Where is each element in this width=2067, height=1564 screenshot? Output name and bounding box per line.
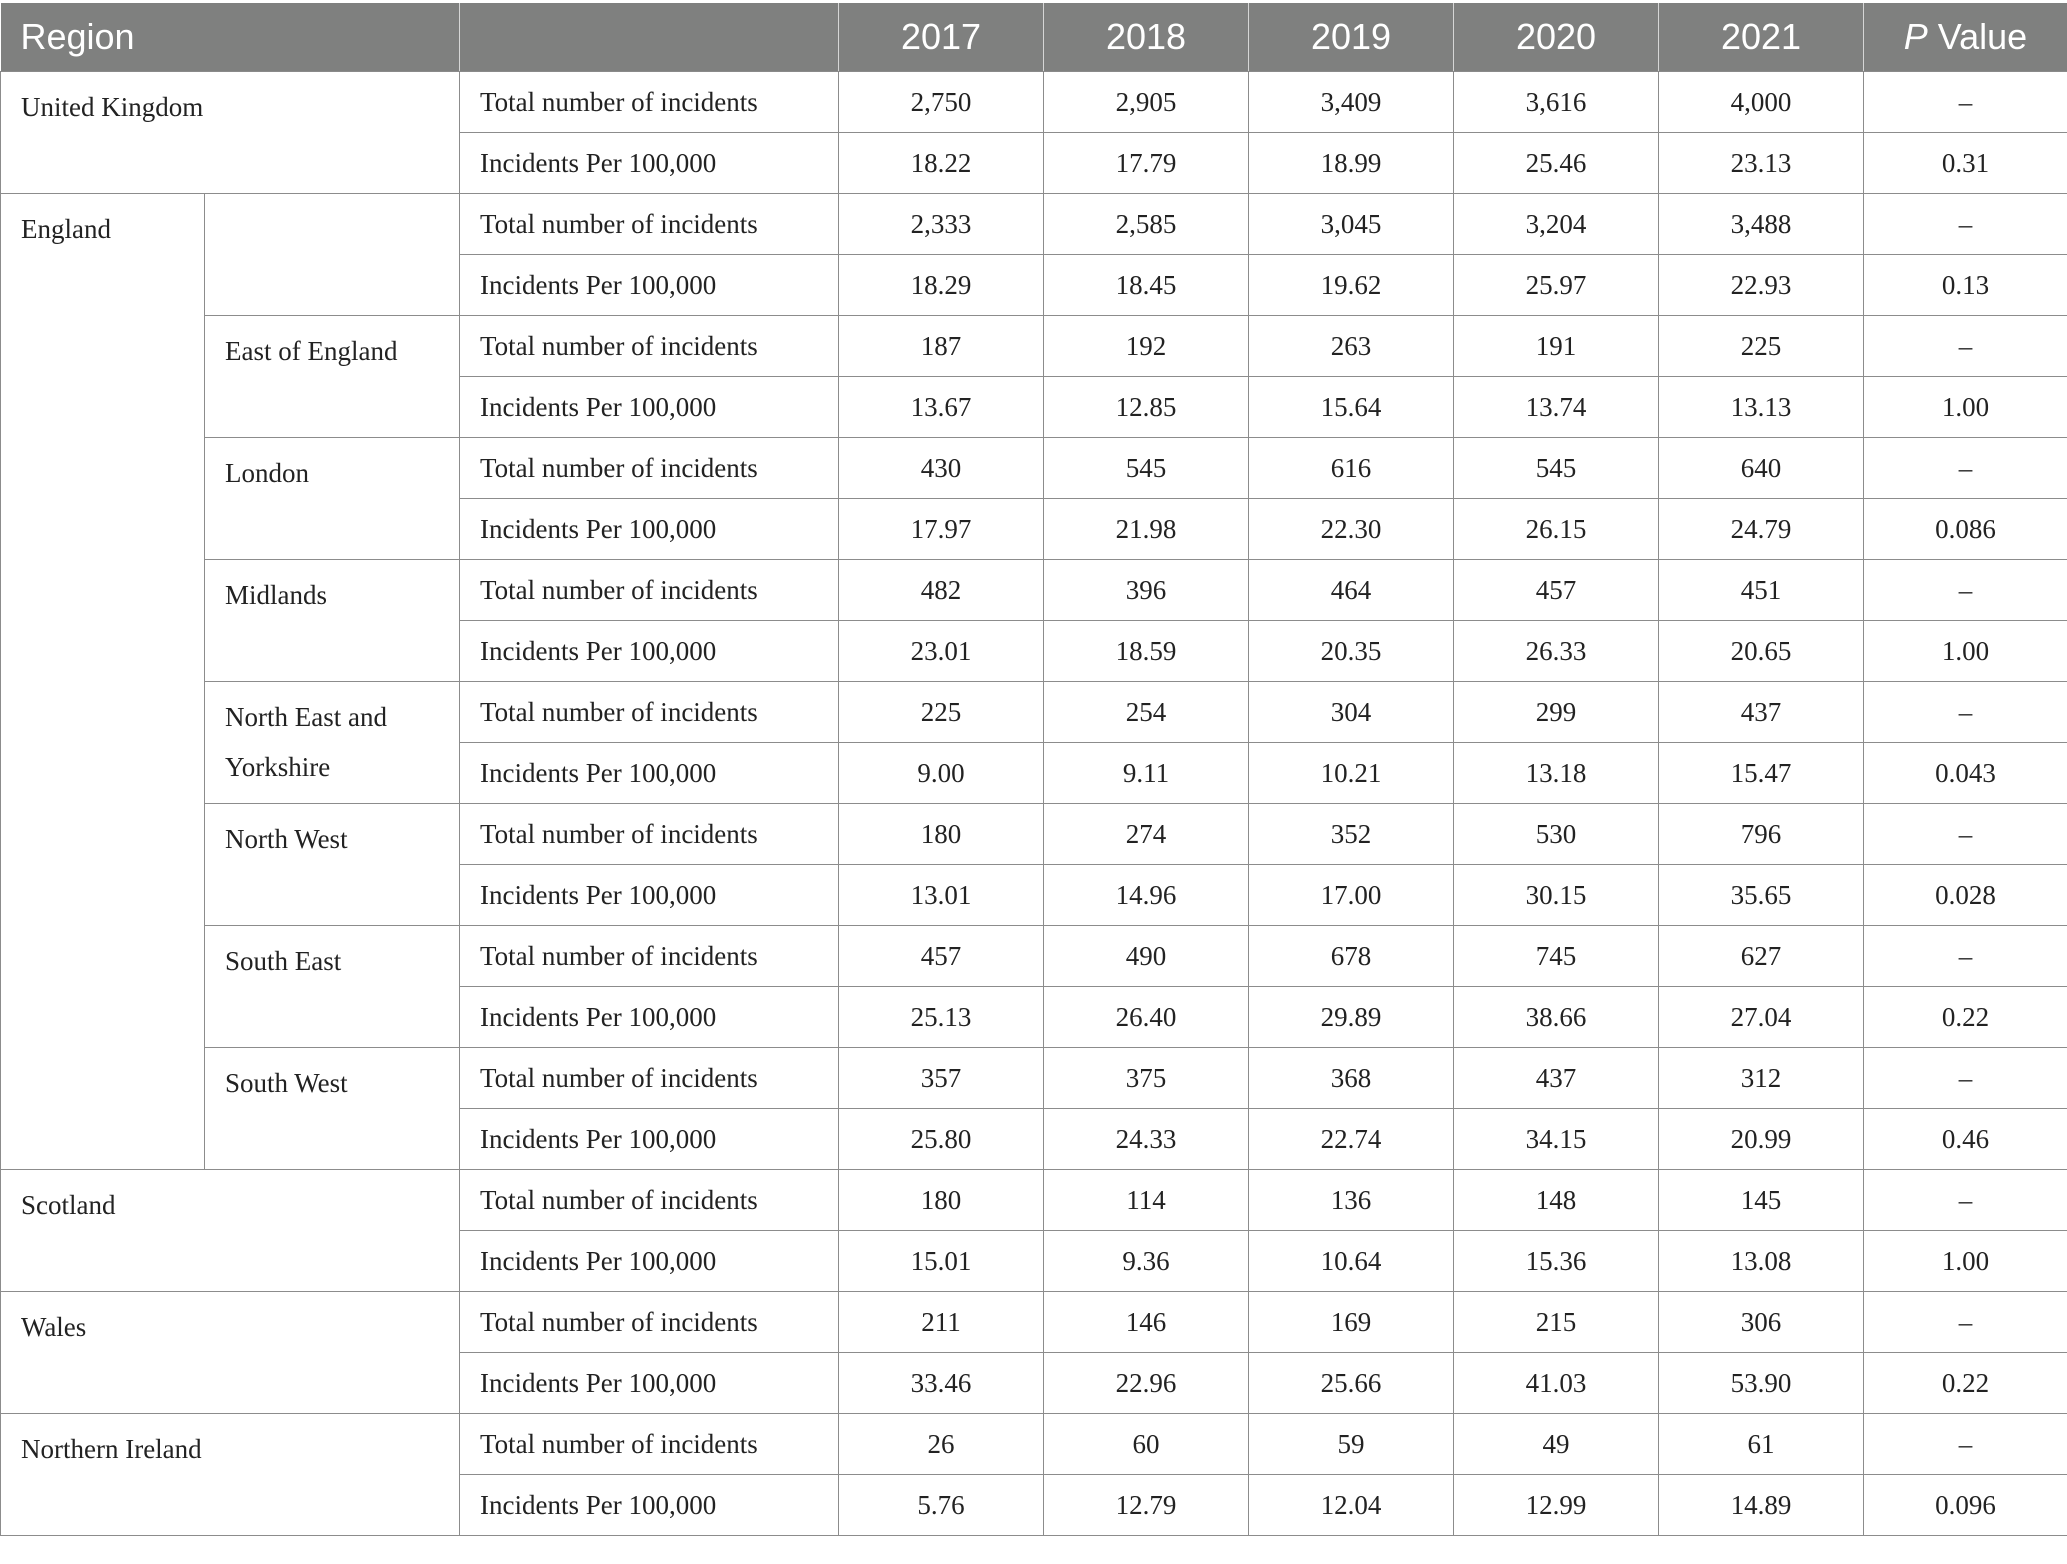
table-cell: 3,616 [1454,72,1659,133]
p-value-cell: 0.086 [1864,499,2067,560]
table-cell: 304 [1249,682,1454,743]
table-cell: 254 [1044,682,1249,743]
table-cell: 61 [1659,1414,1864,1475]
region-name: Scotland [1,1170,460,1292]
table-cell: 12.04 [1249,1475,1454,1536]
header-year-2017: 2017 [839,3,1044,72]
table-cell: 180 [839,804,1044,865]
table-cell: 34.15 [1454,1109,1659,1170]
table-row [1,560,2067,621]
header-year-2019: 2019 [1249,3,1454,72]
region-name: Wales [1,1292,460,1414]
table-cell: 13.01 [839,865,1044,926]
table-cell: 25.80 [839,1109,1044,1170]
metric-label: Incidents Per 100,000 [460,743,839,804]
table-cell: 180 [839,1170,1044,1231]
table-cell: 13.13 [1659,377,1864,438]
table-cell: 20.35 [1249,621,1454,682]
table-cell: 312 [1659,1048,1864,1109]
table-cell: 114 [1044,1170,1249,1231]
p-value-cell: 0.46 [1864,1109,2067,1170]
metric-label: Incidents Per 100,000 [460,987,839,1048]
table-cell: 17.97 [839,499,1044,560]
subregion-name: Midlands [205,560,460,682]
table-cell: 12.99 [1454,1475,1659,1536]
table-cell: 678 [1249,926,1454,987]
table-cell: 59 [1249,1414,1454,1475]
p-value-cell: 0.043 [1864,743,2067,804]
table-cell: 2,750 [839,72,1044,133]
p-value-cell: – [1864,1048,2067,1109]
metric-label: Incidents Per 100,000 [460,133,839,194]
table-cell: 192 [1044,316,1249,377]
table-cell: 457 [839,926,1044,987]
p-value-cell: 1.00 [1864,377,2067,438]
header-year-2021: 2021 [1659,3,1864,72]
table-cell: 169 [1249,1292,1454,1353]
table-cell: 482 [839,560,1044,621]
table-cell: 146 [1044,1292,1249,1353]
p-value-cell: 1.00 [1864,621,2067,682]
table-cell: 20.65 [1659,621,1864,682]
table-cell: 187 [839,316,1044,377]
table-cell: 3,409 [1249,72,1454,133]
p-value-cell: – [1864,1414,2067,1475]
table-cell: 215 [1454,1292,1659,1353]
subregion-blank [205,194,460,316]
table-cell: 15.36 [1454,1231,1659,1292]
table-cell: 22.74 [1249,1109,1454,1170]
table-cell: 796 [1659,804,1864,865]
metric-label: Total number of incidents [460,682,839,743]
metric-label: Incidents Per 100,000 [460,1231,839,1292]
p-value-cell: 0.22 [1864,987,2067,1048]
subregion-name: London [205,438,460,560]
header-blank [460,3,839,72]
table-cell: 14.89 [1659,1475,1864,1536]
table-cell: 20.99 [1659,1109,1864,1170]
table-row [1,1414,2067,1475]
table-cell: 4,000 [1659,72,1864,133]
metric-label: Incidents Per 100,000 [460,377,839,438]
p-value-cell: 0.22 [1864,1353,2067,1414]
header-p-rest: Value [1927,16,2028,57]
table-cell: 23.01 [839,621,1044,682]
metric-label: Total number of incidents [460,438,839,499]
table-cell: 35.65 [1659,865,1864,926]
table-cell: 263 [1249,316,1454,377]
p-value-cell: 0.13 [1864,255,2067,316]
table-cell: 13.18 [1454,743,1659,804]
metric-label: Total number of incidents [460,1414,839,1475]
table-row [1,438,2067,499]
metric-label: Incidents Per 100,000 [460,865,839,926]
table-cell: 18.59 [1044,621,1249,682]
table-cell: 49 [1454,1414,1659,1475]
metric-label: Incidents Per 100,000 [460,1353,839,1414]
header-row [1,3,2067,72]
metric-label: Incidents Per 100,000 [460,1109,839,1170]
table-cell: 18.29 [839,255,1044,316]
table-cell: 225 [1659,316,1864,377]
table-row [1,1170,2067,1231]
table-cell: 25.13 [839,987,1044,1048]
table-cell: 22.30 [1249,499,1454,560]
table-cell: 10.21 [1249,743,1454,804]
p-value-cell: – [1864,194,2067,255]
table-cell: 9.36 [1044,1231,1249,1292]
table-cell: 53.90 [1659,1353,1864,1414]
incidents-table [0,3,2067,1536]
p-value-cell: – [1864,926,2067,987]
table-cell: 2,333 [839,194,1044,255]
p-value-cell: – [1864,682,2067,743]
table-cell: 12.79 [1044,1475,1249,1536]
metric-label: Total number of incidents [460,1048,839,1109]
p-value-cell: – [1864,1292,2067,1353]
table-cell: 17.79 [1044,133,1249,194]
table-row [1,682,2067,743]
table-cell: 25.46 [1454,133,1659,194]
p-value-cell: 0.31 [1864,133,2067,194]
table-cell: 396 [1044,560,1249,621]
p-value-cell: – [1864,438,2067,499]
table-cell: 17.00 [1249,865,1454,926]
table-row [1,194,2067,255]
p-value-cell: – [1864,804,2067,865]
table-cell: 24.33 [1044,1109,1249,1170]
table-cell: 19.62 [1249,255,1454,316]
table-cell: 9.00 [839,743,1044,804]
metric-label: Total number of incidents [460,1170,839,1231]
subregion-name: South East [205,926,460,1048]
table-cell: 430 [839,438,1044,499]
metric-label: Total number of incidents [460,1292,839,1353]
table-cell: 148 [1454,1170,1659,1231]
table-cell: 3,488 [1659,194,1864,255]
table-cell: 545 [1454,438,1659,499]
table-cell: 9.11 [1044,743,1249,804]
table-cell: 3,204 [1454,194,1659,255]
table-cell: 33.46 [839,1353,1044,1414]
table-cell: 12.85 [1044,377,1249,438]
table-cell: 545 [1044,438,1249,499]
table-cell: 2,585 [1044,194,1249,255]
p-value-cell: 0.028 [1864,865,2067,926]
p-value-cell: – [1864,72,2067,133]
metric-label: Incidents Per 100,000 [460,1475,839,1536]
table-cell: 437 [1659,682,1864,743]
table-cell: 368 [1249,1048,1454,1109]
subregion-name: East of England [205,316,460,438]
metric-label: Total number of incidents [460,72,839,133]
table-cell: 22.93 [1659,255,1864,316]
table-cell: 464 [1249,560,1454,621]
table-cell: 18.45 [1044,255,1249,316]
table-cell: 530 [1454,804,1659,865]
table-cell: 2,905 [1044,72,1249,133]
table-cell: 18.22 [839,133,1044,194]
table-row [1,926,2067,987]
table-cell: 30.15 [1454,865,1659,926]
table-cell: 274 [1044,804,1249,865]
table-cell: 10.64 [1249,1231,1454,1292]
table-cell: 490 [1044,926,1249,987]
header-year-2018: 2018 [1044,3,1249,72]
table-cell: 457 [1454,560,1659,621]
header-p-italic: P [1903,16,1928,57]
table-cell: 13.67 [839,377,1044,438]
table-cell: 26.15 [1454,499,1659,560]
table-row [1,804,2067,865]
table-cell: 357 [839,1048,1044,1109]
table-cell: 21.98 [1044,499,1249,560]
table-row [1,316,2067,377]
region-name: England [1,194,205,1170]
table-cell: 145 [1659,1170,1864,1231]
table-cell: 352 [1249,804,1454,865]
table-cell: 26.40 [1044,987,1249,1048]
table-cell: 299 [1454,682,1659,743]
header-p-value [1864,3,2067,72]
table-cell: 136 [1249,1170,1454,1231]
metric-label: Incidents Per 100,000 [460,621,839,682]
table-cell: 14.96 [1044,865,1249,926]
table-cell: 375 [1044,1048,1249,1109]
subregion-name: North West [205,804,460,926]
metric-label: Total number of incidents [460,316,839,377]
header-year-2020: 2020 [1454,3,1659,72]
table-row [1,1048,2067,1109]
metric-label: Incidents Per 100,000 [460,499,839,560]
table-cell: 745 [1454,926,1659,987]
table-cell: 22.96 [1044,1353,1249,1414]
table-cell: 41.03 [1454,1353,1659,1414]
table-cell: 24.79 [1659,499,1864,560]
p-value-cell: 1.00 [1864,1231,2067,1292]
table-cell: 38.66 [1454,987,1659,1048]
table-cell: 15.64 [1249,377,1454,438]
metric-label: Incidents Per 100,000 [460,255,839,316]
table-cell: 616 [1249,438,1454,499]
table-cell: 26.33 [1454,621,1659,682]
p-value-cell: – [1864,1170,2067,1231]
table-cell: 27.04 [1659,987,1864,1048]
table-cell: 29.89 [1249,987,1454,1048]
p-value-cell: – [1864,560,2067,621]
table-cell: 191 [1454,316,1659,377]
table-cell: 18.99 [1249,133,1454,194]
table-cell: 23.13 [1659,133,1864,194]
table-cell: 25.66 [1249,1353,1454,1414]
metric-label: Total number of incidents [460,560,839,621]
subregion-name: North East and Yorkshire [205,682,460,804]
p-value-cell: – [1864,316,2067,377]
table-cell: 25.97 [1454,255,1659,316]
region-name: United Kingdom [1,72,460,194]
table-cell: 437 [1454,1048,1659,1109]
metric-label: Total number of incidents [460,804,839,865]
table-cell: 13.08 [1659,1231,1864,1292]
table-cell: 225 [839,682,1044,743]
metric-label: Total number of incidents [460,194,839,255]
table-cell: 60 [1044,1414,1249,1475]
table-cell: 15.47 [1659,743,1864,804]
table-cell: 211 [839,1292,1044,1353]
table-row [1,1292,2067,1353]
table-cell: 13.74 [1454,377,1659,438]
header-region: Region [1,3,460,72]
metric-label: Total number of incidents [460,926,839,987]
table-cell: 15.01 [839,1231,1044,1292]
p-value-cell: 0.096 [1864,1475,2067,1536]
table-cell: 640 [1659,438,1864,499]
table-cell: 306 [1659,1292,1864,1353]
table-cell: 5.76 [839,1475,1044,1536]
region-name: Northern Ireland [1,1414,460,1536]
subregion-name: South West [205,1048,460,1170]
table-cell: 451 [1659,560,1864,621]
table-cell: 3,045 [1249,194,1454,255]
table-row [1,72,2067,133]
table-cell: 627 [1659,926,1864,987]
table-cell: 26 [839,1414,1044,1475]
